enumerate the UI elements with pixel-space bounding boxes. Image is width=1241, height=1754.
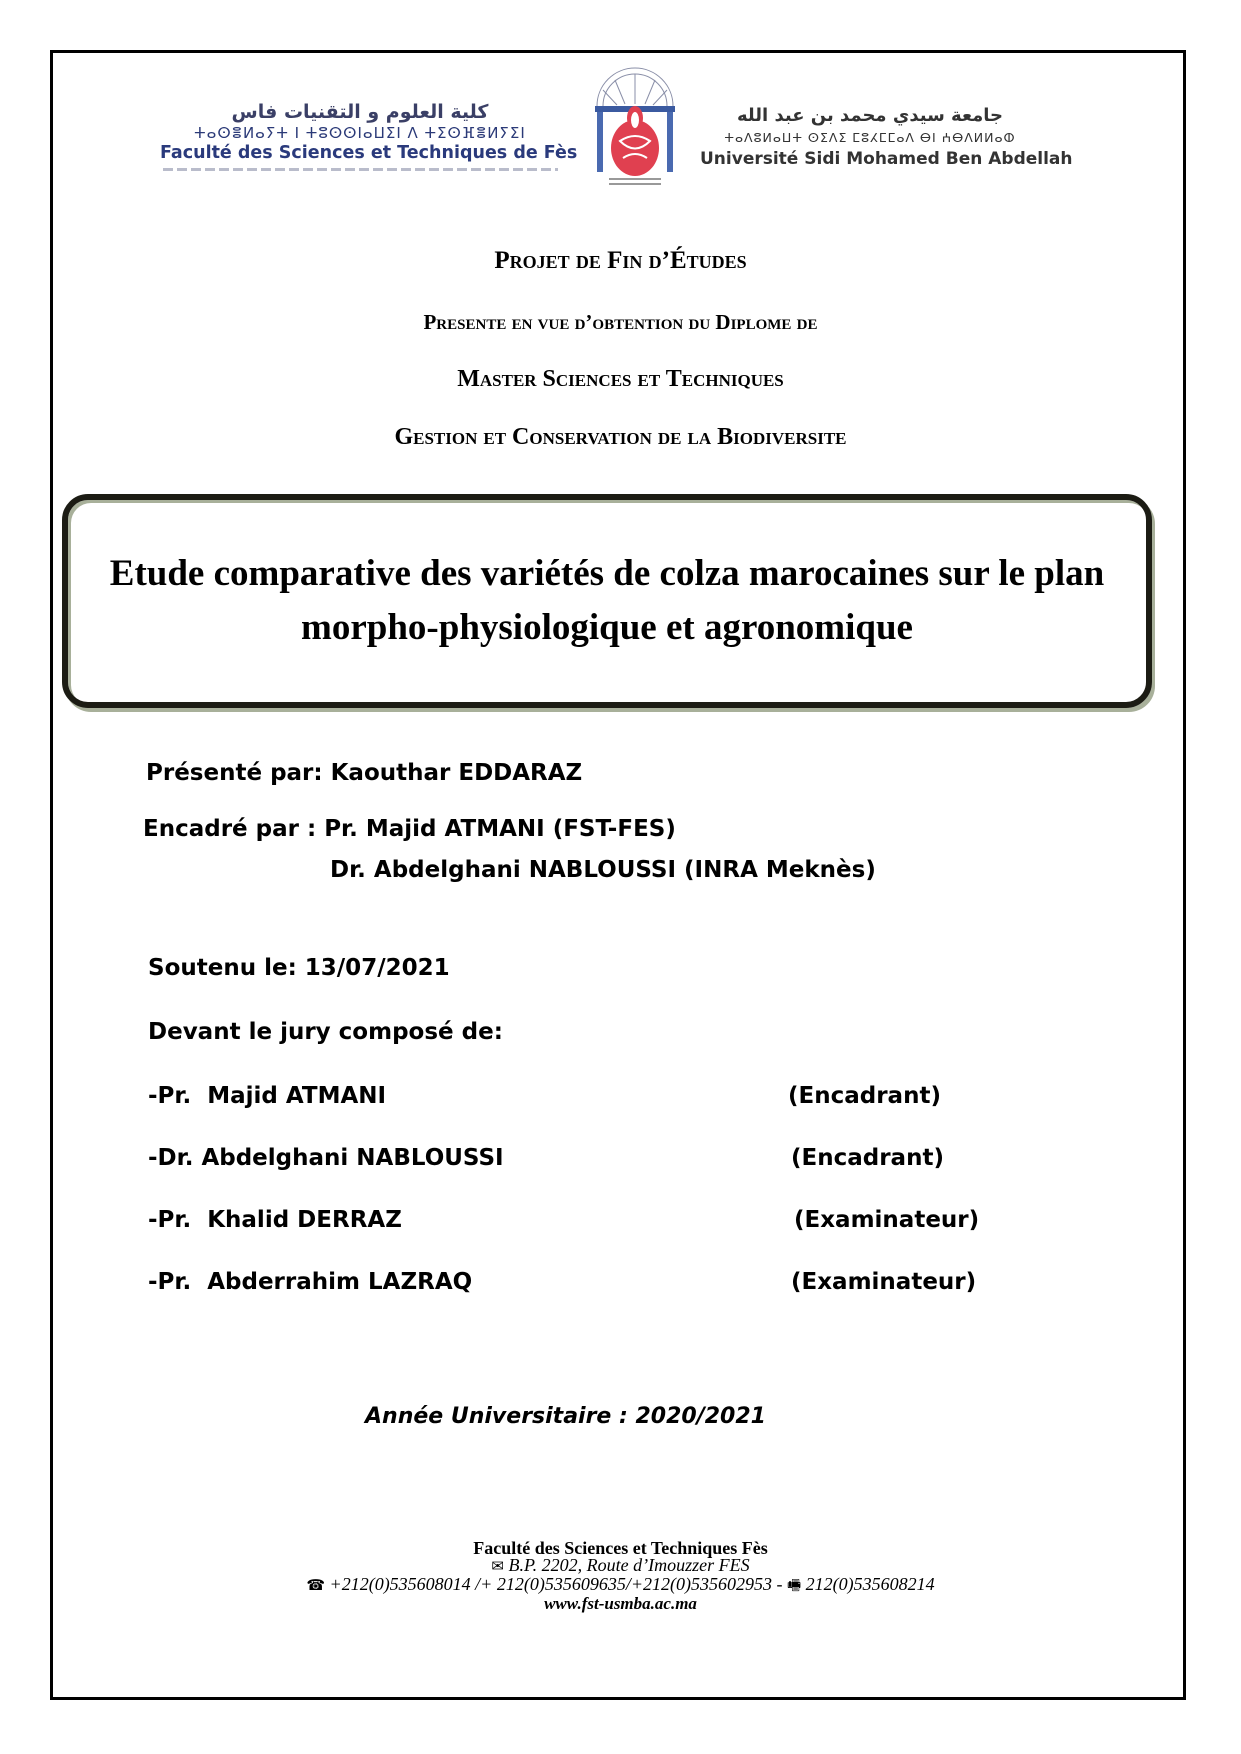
- jury-member-name: -Pr. Majid ATMANI: [148, 1083, 387, 1109]
- footer-fax: 212(0)535608214: [805, 1574, 935, 1594]
- jury-member-name: -Dr. Abdelghani NABLOUSSI: [148, 1145, 504, 1171]
- jury-member-role: (Encadrant): [791, 1145, 944, 1171]
- fst-logo-french: Faculté des Sciences et Techniques de Fès: [160, 143, 578, 163]
- fst-logo-tifinagh: ⵜⴰⵙⴻⵍⴰⵢⵜ ⵏ ⵜⵓⵙⵙⵏⴰⵡⵉⵏ ⴷ ⵜⵉⵙⴼⴻⵍⵢⵉⵏ: [194, 124, 526, 142]
- heading-project: Projet de Fin d’Études: [494, 247, 747, 274]
- footer: [0, 1540, 1241, 1612]
- presented-by: Présenté par: Kaouthar EDDARAZ: [146, 760, 583, 786]
- jury-member-name: -Pr. Abderrahim LAZRAQ: [148, 1269, 473, 1295]
- jury-member: [148, 1145, 988, 1175]
- fst-logo-arabic: كلية العلوم و التقنيات فاس: [231, 101, 489, 123]
- usmba-logo-tifinagh: ⵜⴰⴷⵓⵍⴰⵡⵜ ⵙⵉⴷⵉ ⵎⵓⵃⵎⵎⴰⴷ ⴱⵏ ⵄⴱⴷⵍⵍⴰⵀ: [724, 130, 1016, 145]
- phone-icon: ☎: [306, 1578, 326, 1594]
- jury-intro: Devant le jury composé de:: [148, 1019, 503, 1045]
- jury-member: [148, 1269, 988, 1299]
- fst-logo-divider: [163, 168, 558, 171]
- footer-address: B.P. 2202, Route d’Imouzzer FES: [508, 1555, 750, 1575]
- usmba-emblem-icon: [585, 66, 685, 191]
- jury-member: [148, 1207, 988, 1237]
- jury-member: [148, 1083, 988, 1113]
- heading-specialty: Gestion et Conservation de la Biodiversite: [394, 424, 847, 450]
- usmba-logo-arabic: جامعة سيدي محمد بن عبد الله: [736, 105, 1003, 126]
- heading-master: Master Sciences et Techniques: [457, 366, 784, 392]
- usmba-logo-french: Université Sidi Mohamed Ben Abdellah: [700, 149, 1073, 169]
- fst-logo: [160, 100, 578, 171]
- footer-phones: +212(0)535608014 /+ 212(0)535609635/+212(0)535602953 -: [329, 1574, 787, 1594]
- footer-institution: Faculté des Sciences et Techniques Fès: [473, 1538, 768, 1558]
- thesis-title: Etude comparative des variétés de colza marocaines sur le plan morpho-physiologique et agronomique: [109, 553, 1105, 648]
- fax-icon: 🖷: [786, 1578, 802, 1594]
- usmba-logo: [700, 104, 1073, 170]
- defense-date: Soutenu le: 13/07/2021: [148, 955, 450, 981]
- mail-icon: ✉: [491, 1559, 504, 1575]
- jury-member-role: (Examinateur): [794, 1207, 980, 1233]
- academic-year: Année Universitaire : 2020/2021: [365, 1404, 766, 1429]
- footer-website[interactable]: www.fst-usmba.ac.ma: [544, 1594, 697, 1613]
- co-supervisor: Dr. Abdelghani NABLOUSSI (INRA Meknès): [330, 857, 876, 883]
- jury-member-role: (Encadrant): [788, 1083, 941, 1109]
- supervised-by: Encadré par : Pr. Majid ATMANI (FST-FES): [143, 816, 676, 842]
- heading-presented-for: Presente en vue d’obtention du Diplome de: [423, 310, 818, 334]
- footer-contact-line: [0, 1576, 1241, 1595]
- thesis-title-box: [62, 494, 1152, 708]
- jury-member-role: (Examinateur): [791, 1269, 977, 1295]
- jury-member-name: -Pr. Khalid DERRAZ: [148, 1207, 402, 1233]
